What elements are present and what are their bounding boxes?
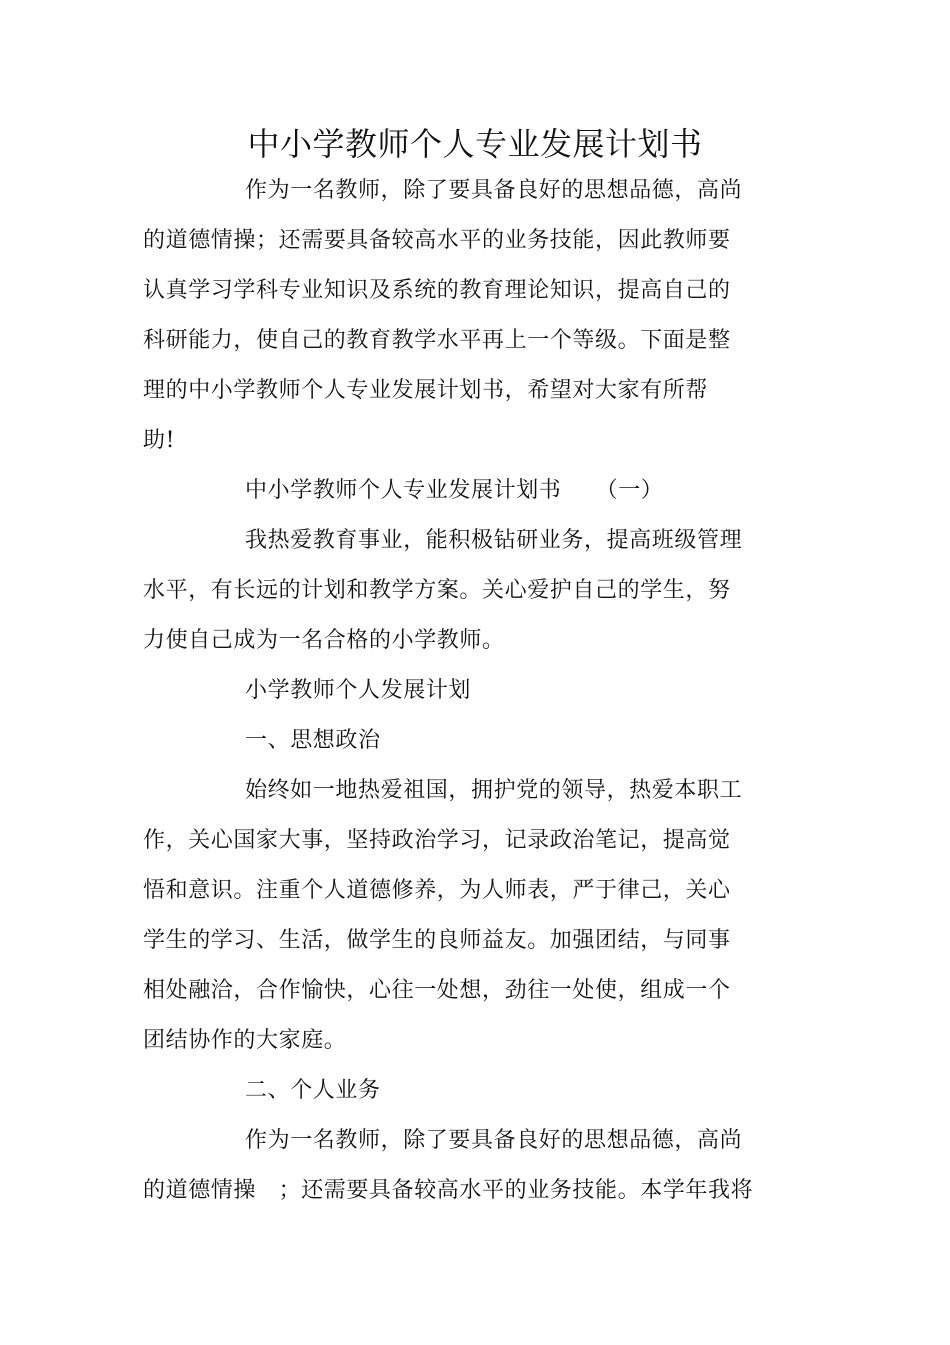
paragraph-line: 始终如一地热爱祖国，拥护党的领导，热爱本职工 — [245, 778, 743, 803]
paragraph-line: 认真学习学科专业知识及系统的教育理论知识，提高自己的 — [143, 278, 731, 303]
paragraph-line: 作为一名教师，除了要具备良好的思想品德，高尚 — [245, 178, 743, 203]
paragraph-line: 悟和意识。注重个人道德修养，为人师表，严于律己，关心 — [143, 878, 731, 903]
paragraph-line: 作为一名教师，除了要具备良好的思想品德，高尚 — [245, 1128, 743, 1153]
section-heading: 小学教师个人发展计划 — [245, 678, 472, 703]
paragraph-line: 的道德情操；还需要具备较高水平的业务技能，因此教师要 — [143, 228, 731, 253]
paragraph-line: 的道德情操 ；还需要具备较高水平的业务技能。本学年我将 — [143, 1178, 754, 1203]
document-title: 中小学教师个人专业发展计划书 — [247, 125, 703, 163]
section-heading: 一、思想政治 — [245, 728, 381, 753]
paragraph-line: 科研能力，使自己的教育教学水平再上一个等级。下面是整 — [143, 328, 731, 353]
paragraph-line: 相处融洽，合作愉快，心往一处想，劲往一处使，组成一个 — [143, 978, 731, 1003]
section-heading: 中小学教师个人专业发展计划书 （一） — [245, 478, 664, 503]
paragraph-line: 团结协作的大家庭。 — [143, 1028, 347, 1053]
paragraph-line: 水平，有长远的计划和教学方案。关心爱护自己的学生，努 — [143, 578, 731, 603]
section-heading: 二、个人业务 — [245, 1078, 381, 1103]
paragraph-line: 我热爱教育事业，能积极钻研业务，提高班级管理 — [245, 528, 743, 553]
paragraph-line: 作，关心国家大事，坚持政治学习，记录政治笔记，提高觉 — [143, 828, 731, 853]
paragraph-line: 助! — [143, 428, 176, 453]
paragraph-line: 力使自己成为一名合格的小学教师。 — [143, 628, 505, 653]
paragraph-line: 学生的学习、生活，做学生的良师益友。加强团结，与同事 — [143, 928, 731, 953]
paragraph-line: 理的中小学教师个人专业发展计划书，希望对大家有所帮 — [143, 378, 709, 403]
